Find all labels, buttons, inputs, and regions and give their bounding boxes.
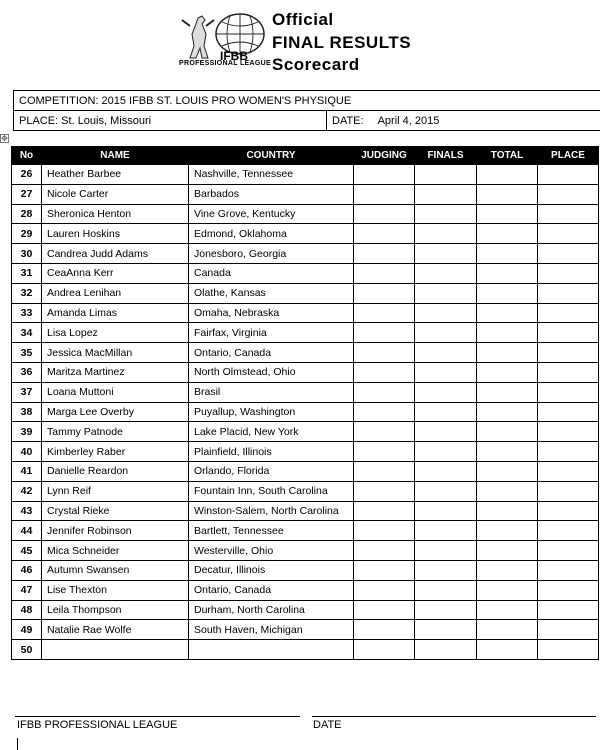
- row-name: Jennifer Robinson: [42, 521, 189, 541]
- row-country: Westerville, Ohio: [189, 541, 354, 561]
- row-judging-cell[interactable]: [354, 422, 415, 442]
- row-finals-cell[interactable]: [415, 382, 477, 402]
- row-number: 32: [12, 283, 42, 303]
- row-number: 46: [12, 560, 42, 580]
- row-total-cell[interactable]: [477, 442, 538, 462]
- row-finals-cell[interactable]: [415, 580, 477, 600]
- row-total-cell[interactable]: [477, 521, 538, 541]
- row-judging-cell[interactable]: [354, 481, 415, 501]
- row-finals-cell[interactable]: [415, 303, 477, 323]
- table-row: [12, 165, 599, 185]
- competition-row: [14, 91, 600, 110]
- row-judging-cell[interactable]: [354, 165, 415, 185]
- row-number: 45: [12, 541, 42, 561]
- table-row: [12, 303, 599, 323]
- row-finals-cell[interactable]: [415, 343, 477, 363]
- row-name: Kimberley Raber: [42, 442, 189, 462]
- table-row: [12, 640, 599, 660]
- row-judging-cell[interactable]: [354, 600, 415, 620]
- competition-info-box: [13, 90, 600, 131]
- row-country: Jonesboro, Georgia: [189, 244, 354, 264]
- row-place-cell[interactable]: [538, 323, 599, 343]
- date-label: DATE:: [332, 114, 364, 127]
- table-row: [12, 323, 599, 343]
- row-judging-cell[interactable]: [354, 402, 415, 422]
- row-name: Marga Lee Overby: [42, 402, 189, 422]
- place-date-row: [14, 110, 600, 130]
- table-move-handle-icon[interactable]: ✥: [1, 134, 8, 143]
- row-judging-cell[interactable]: [354, 244, 415, 264]
- row-total-cell[interactable]: [477, 640, 538, 660]
- row-place-cell[interactable]: [538, 481, 599, 501]
- row-judging-cell[interactable]: [354, 461, 415, 481]
- table-row: [12, 501, 599, 521]
- row-place-cell[interactable]: [538, 165, 599, 185]
- row-total-cell[interactable]: [477, 303, 538, 323]
- row-name: Loana Muttoni: [42, 382, 189, 402]
- row-place-cell[interactable]: [538, 442, 599, 462]
- row-judging-cell[interactable]: [354, 521, 415, 541]
- scorecard-header: [0, 0, 600, 82]
- row-judging-cell[interactable]: [354, 580, 415, 600]
- row-judging-cell[interactable]: [354, 442, 415, 462]
- row-judging-cell[interactable]: [354, 343, 415, 363]
- row-finals-cell[interactable]: [415, 541, 477, 561]
- table-row: [12, 382, 599, 402]
- row-name: Leila Thompson: [42, 600, 189, 620]
- table-row: [12, 402, 599, 422]
- row-place-cell[interactable]: [538, 560, 599, 580]
- row-place-cell[interactable]: [538, 283, 599, 303]
- row-number: 26: [12, 165, 42, 185]
- row-number: 40: [12, 442, 42, 462]
- table-row: [12, 362, 599, 382]
- row-total-cell[interactable]: [477, 600, 538, 620]
- row-total-cell[interactable]: [477, 580, 538, 600]
- header-place: PLACE: [538, 147, 599, 165]
- row-country: Fountain Inn, South Carolina: [189, 481, 354, 501]
- row-finals-cell[interactable]: [415, 422, 477, 442]
- row-total-cell[interactable]: [477, 481, 538, 501]
- table-row: [12, 442, 599, 462]
- signature-label-date: DATE: [313, 719, 342, 731]
- row-judging-cell[interactable]: [354, 640, 415, 660]
- row-finals-cell[interactable]: [415, 323, 477, 343]
- row-place-cell[interactable]: [538, 224, 599, 244]
- row-judging-cell[interactable]: [354, 382, 415, 402]
- row-name: Lauren Hoskins: [42, 224, 189, 244]
- row-country: Barbados: [189, 184, 354, 204]
- row-judging-cell[interactable]: [354, 620, 415, 640]
- row-finals-cell[interactable]: [415, 501, 477, 521]
- row-finals-cell[interactable]: [415, 600, 477, 620]
- table-row: [12, 224, 599, 244]
- header-country: COUNTRY: [189, 147, 354, 165]
- row-country: Brasil: [189, 382, 354, 402]
- row-total-cell[interactable]: [477, 560, 538, 580]
- row-finals-cell[interactable]: [415, 224, 477, 244]
- row-country: North Olmstead, Ohio: [189, 362, 354, 382]
- row-place-cell[interactable]: [538, 422, 599, 442]
- logo-ifbb-text: IFBB: [220, 49, 248, 63]
- row-finals-cell[interactable]: [415, 640, 477, 660]
- row-number: 31: [12, 263, 42, 283]
- row-country: Lake Placid, New York: [189, 422, 354, 442]
- row-name: Crystal Rieke: [42, 501, 189, 521]
- row-total-cell[interactable]: [477, 165, 538, 185]
- row-name: Nicole Carter: [42, 184, 189, 204]
- row-country: Vine Grove, Kentucky: [189, 204, 354, 224]
- signature-label-league: IFBB PROFESSIONAL LEAGUE: [17, 719, 178, 731]
- title-scorecard: Scorecard: [272, 55, 360, 74]
- table-row: [12, 620, 599, 640]
- row-finals-cell[interactable]: [415, 560, 477, 580]
- row-number: 38: [12, 402, 42, 422]
- table-row: [12, 244, 599, 264]
- table-row: [12, 422, 599, 442]
- signature-line-date: [312, 716, 596, 717]
- table-row: [12, 481, 599, 501]
- row-place-cell[interactable]: [538, 580, 599, 600]
- row-total-cell[interactable]: [477, 362, 538, 382]
- row-number: 33: [12, 303, 42, 323]
- row-country: Edmond, Oklahoma: [189, 224, 354, 244]
- table-row: [12, 560, 599, 580]
- table-row: [12, 521, 599, 541]
- row-total-cell[interactable]: [477, 461, 538, 481]
- row-country: Durham, North Carolina: [189, 600, 354, 620]
- row-place-cell[interactable]: [538, 204, 599, 224]
- title-official: Official: [272, 10, 334, 29]
- header-name: NAME: [42, 147, 189, 165]
- row-place-cell[interactable]: [538, 640, 599, 660]
- row-name: Tammy Patnode: [42, 422, 189, 442]
- row-total-cell[interactable]: [477, 422, 538, 442]
- row-name: Candrea Judd Adams: [42, 244, 189, 264]
- table-row: [12, 343, 599, 363]
- row-number: 47: [12, 580, 42, 600]
- header-no: No: [12, 147, 42, 165]
- table-header-row: [12, 147, 599, 165]
- row-name: Andrea Lenihan: [42, 283, 189, 303]
- row-number: 29: [12, 224, 42, 244]
- row-country: Decatur, Illinois: [189, 560, 354, 580]
- table-row: [12, 184, 599, 204]
- place-text: PLACE: St. Louis, Missouri: [14, 111, 327, 130]
- row-name: Mica Schneider: [42, 541, 189, 561]
- row-number: 34: [12, 323, 42, 343]
- row-finals-cell[interactable]: [415, 442, 477, 462]
- text-cursor: [17, 738, 18, 750]
- row-total-cell[interactable]: [477, 501, 538, 521]
- row-place-cell[interactable]: [538, 303, 599, 323]
- row-number: 37: [12, 382, 42, 402]
- row-name: Danielle Reardon: [42, 461, 189, 481]
- row-total-cell[interactable]: [477, 343, 538, 363]
- results-table: [11, 146, 599, 660]
- row-judging-cell[interactable]: [354, 224, 415, 244]
- row-number: 42: [12, 481, 42, 501]
- row-country: [189, 640, 354, 660]
- row-total-cell[interactable]: [477, 184, 538, 204]
- row-country: Bartlett, Tennessee: [189, 521, 354, 541]
- row-number: 35: [12, 343, 42, 363]
- row-place-cell[interactable]: [538, 382, 599, 402]
- row-number: 30: [12, 244, 42, 264]
- row-finals-cell[interactable]: [415, 521, 477, 541]
- row-country: Nashville, Tennessee: [189, 165, 354, 185]
- header-finals: FINALS: [415, 147, 477, 165]
- row-place-cell[interactable]: [538, 263, 599, 283]
- row-country: Orlando, Florida: [189, 461, 354, 481]
- row-number: 49: [12, 620, 42, 640]
- row-judging-cell[interactable]: [354, 204, 415, 224]
- row-country: Fairfax, Virginia: [189, 323, 354, 343]
- row-total-cell[interactable]: [477, 244, 538, 264]
- row-place-cell[interactable]: [538, 541, 599, 561]
- row-place-cell[interactable]: [538, 402, 599, 422]
- row-name: Sheronica Henton: [42, 204, 189, 224]
- row-place-cell[interactable]: [538, 600, 599, 620]
- row-finals-cell[interactable]: [415, 402, 477, 422]
- row-total-cell[interactable]: [477, 224, 538, 244]
- row-total-cell[interactable]: [477, 541, 538, 561]
- row-place-cell[interactable]: [538, 343, 599, 363]
- row-country: Puyallup, Washington: [189, 402, 354, 422]
- row-judging-cell[interactable]: [354, 263, 415, 283]
- row-finals-cell[interactable]: [415, 283, 477, 303]
- row-judging-cell[interactable]: [354, 323, 415, 343]
- row-finals-cell[interactable]: [415, 481, 477, 501]
- row-name: Amanda Limas: [42, 303, 189, 323]
- row-number: 36: [12, 362, 42, 382]
- header-total: TOTAL: [477, 147, 538, 165]
- row-place-cell[interactable]: [538, 244, 599, 264]
- title-final-results: FINAL RESULTS: [272, 33, 412, 52]
- table-row: [12, 204, 599, 224]
- row-finals-cell[interactable]: [415, 263, 477, 283]
- logo-league-text: PROFESSIONAL LEAGUE: [179, 60, 271, 67]
- row-judging-cell[interactable]: [354, 560, 415, 580]
- row-finals-cell[interactable]: [415, 362, 477, 382]
- row-country: Olathe, Kansas: [189, 283, 354, 303]
- row-finals-cell[interactable]: [415, 165, 477, 185]
- row-total-cell[interactable]: [477, 263, 538, 283]
- row-finals-cell[interactable]: [415, 204, 477, 224]
- table-row: [12, 461, 599, 481]
- row-name: Jessica MacMillan: [42, 343, 189, 363]
- row-total-cell[interactable]: [477, 323, 538, 343]
- row-judging-cell[interactable]: [354, 283, 415, 303]
- row-judging-cell[interactable]: [354, 541, 415, 561]
- row-judging-cell[interactable]: [354, 303, 415, 323]
- row-place-cell[interactable]: [538, 521, 599, 541]
- row-finals-cell[interactable]: [415, 244, 477, 264]
- date-value: April 4, 2015: [377, 114, 440, 127]
- row-total-cell[interactable]: [477, 382, 538, 402]
- row-total-cell[interactable]: [477, 204, 538, 224]
- row-place-cell[interactable]: [538, 501, 599, 521]
- row-name: [42, 640, 189, 660]
- signature-line-league: [15, 716, 300, 717]
- row-judging-cell[interactable]: [354, 184, 415, 204]
- row-name: Lise Thexton: [42, 580, 189, 600]
- row-number: 50: [12, 640, 42, 660]
- row-place-cell[interactable]: [538, 620, 599, 640]
- row-country: Ontario, Canada: [189, 580, 354, 600]
- row-name: Lynn Reif: [42, 481, 189, 501]
- row-judging-cell[interactable]: [354, 362, 415, 382]
- table-row: [12, 600, 599, 620]
- row-finals-cell[interactable]: [415, 620, 477, 640]
- row-finals-cell[interactable]: [415, 184, 477, 204]
- row-country: Ontario, Canada: [189, 343, 354, 363]
- row-name: Natalie Rae Wolfe: [42, 620, 189, 640]
- row-total-cell[interactable]: [477, 402, 538, 422]
- row-place-cell[interactable]: [538, 461, 599, 481]
- row-name: Maritza Martinez: [42, 362, 189, 382]
- row-finals-cell[interactable]: [415, 461, 477, 481]
- row-number: 28: [12, 204, 42, 224]
- row-number: 43: [12, 501, 42, 521]
- row-country: South Haven, Michigan: [189, 620, 354, 640]
- row-country: Canada: [189, 263, 354, 283]
- row-name: CeaAnna Kerr: [42, 263, 189, 283]
- row-total-cell[interactable]: [477, 283, 538, 303]
- row-country: Winston-Salem, North Carolina: [189, 501, 354, 521]
- row-judging-cell[interactable]: [354, 501, 415, 521]
- row-total-cell[interactable]: [477, 620, 538, 640]
- row-number: 39: [12, 422, 42, 442]
- row-country: Omaha, Nebraska: [189, 303, 354, 323]
- table-row: [12, 283, 599, 303]
- header-judging: JUDGING: [354, 147, 415, 165]
- table-row: [12, 263, 599, 283]
- row-number: 48: [12, 600, 42, 620]
- row-number: 44: [12, 521, 42, 541]
- table-row: [12, 541, 599, 561]
- row-number: 41: [12, 461, 42, 481]
- row-name: Heather Barbee: [42, 165, 189, 185]
- row-name: Lisa Lopez: [42, 323, 189, 343]
- row-name: Autumn Swansen: [42, 560, 189, 580]
- row-country: Plainfield, Illinois: [189, 442, 354, 462]
- competition-text: COMPETITION: 2015 IFBB ST. LOUIS PRO WOMEN'S PHYSIQUE: [19, 94, 352, 107]
- table-row: [12, 580, 599, 600]
- row-place-cell[interactable]: [538, 184, 599, 204]
- row-number: 27: [12, 184, 42, 204]
- row-place-cell[interactable]: [538, 362, 599, 382]
